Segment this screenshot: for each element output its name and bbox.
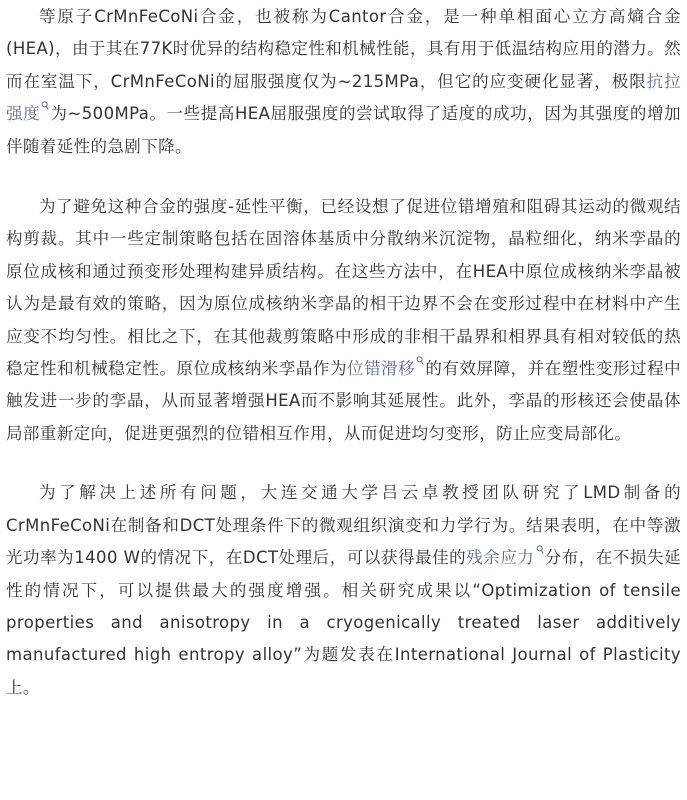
paragraph-1-text-a: 等原子CrMnFeCoNi合金，也被称为Cantor合金，是一种单相面心立方高熵合金(HEA)，由于其在77K时优异的结构稳定性和机械性能，具有用于低温结构应用的潜力。然而在室温下，CrMnFeCoNi的屈服强度仅为~215MPa，但它的应变硬化显著，极限 bbox=[6, 7, 681, 91]
search-icon[interactable] bbox=[536, 545, 544, 555]
paragraph-1-text-b: 为~500MPa。一些提高HEA屈服强度的尝试取得了适度的成功，因为其强度的增加伴随着延性的急剧下降。 bbox=[6, 104, 681, 156]
link-residual-stress-label[interactable]: 残余应力 bbox=[466, 548, 535, 568]
search-icon[interactable] bbox=[41, 101, 49, 111]
link-tensile-strength-label[interactable]: 抗拉强度 bbox=[6, 71, 681, 124]
link-residual-stress[interactable] bbox=[466, 548, 544, 567]
paragraph-1 bbox=[6, 0, 681, 163]
paragraph-3-text-a: 为了解决上述所有问题，大连交通大学吕云卓教授团队研究了LMD制备的CrMnFeCoNi在制备和DCT处理条件下的微观组织演变和力学行为。结果表明，在中等激光功率为1400 W的情况下，在DCT处理后，可以获得最佳的 bbox=[6, 483, 681, 568]
paragraph-2 bbox=[6, 191, 681, 450]
search-icon[interactable] bbox=[416, 356, 424, 366]
link-dislocation-slip[interactable] bbox=[347, 359, 425, 378]
paragraph-2-text-b: 的有效屏障，并在塑性变形过程中触发进一步的孪晶，从而显著增强HEA而不影响其延展性。此外，孪晶的形核还会使晶体局部重新定向，促进更强烈的位错相互作用，从而促进均匀变形，防止应变局部化。 bbox=[6, 359, 682, 443]
paragraph-3 bbox=[6, 477, 681, 704]
paragraph-2-text-a: 为了避免这种合金的强度-延性平衡，已经设想了促进位错增殖和阻碍其运动的微观结构剪裁。其中一些定制策略包括在固溶体基质中分散纳米沉淀物，晶粒细化，纳米孪晶的原位成核和通过预变形处理构建异质结构。在这些方法中，在HEA中原位成核纳米孪晶被认为是最有效的策略，因为原位成核纳米孪晶的相干边界不会在变形过程中在材料中产生应变不均匀性。相比之下，在其他裁剪策略中形成的非相干晶界和相界具有相对较低的热稳定性和机械稳定性。原位成核纳米孪晶作为 bbox=[6, 197, 681, 379]
link-dislocation-slip-label[interactable]: 位错滑移 bbox=[347, 359, 416, 379]
paragraph-3-text-b: 分布，在不损失延性的情况下，可以提供最大的强度增强。相关研究成果以“Optimization of tensile properties and anisotropy in a cryogenically treated laser additively manufactured high entropy alloy”为题发表在International Journal of Plasticity上。 bbox=[6, 548, 681, 697]
